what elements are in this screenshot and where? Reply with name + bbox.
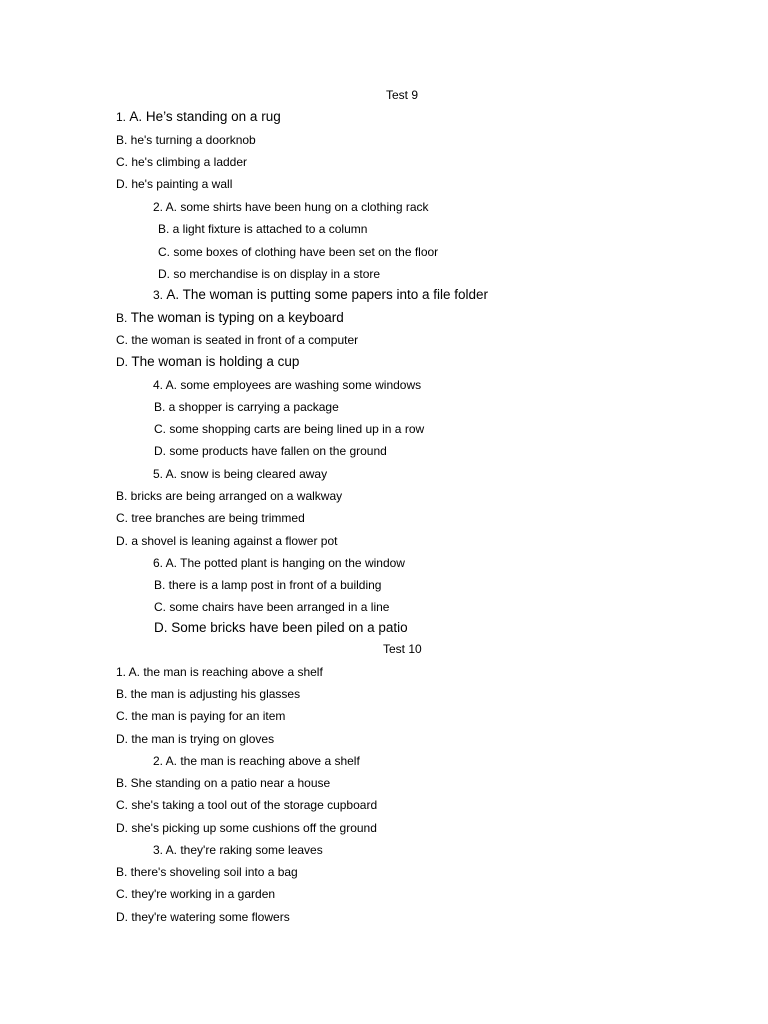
t9-q3-b-letter: B. xyxy=(116,311,128,325)
t10-q2-option-a: 2. A. the man is reaching above a shelf xyxy=(153,754,360,768)
t9-q3-option-d xyxy=(116,354,299,370)
t9-q3-option-c: C. the woman is seated in front of a computer xyxy=(116,333,359,347)
t9-q3-d-letter: D. xyxy=(116,355,128,369)
t10-q1-option-d: D. the man is trying on gloves xyxy=(116,732,275,746)
t9-q2-option-d: D. so merchandise is on display in a store xyxy=(158,267,381,281)
t9-q2-option-c: C. some boxes of clothing have been set on the floor xyxy=(158,245,439,259)
t9-q6-option-c: C. some chairs have been arranged in a line xyxy=(154,600,390,614)
t9-q3-b-text: The woman is typing on a keyboard xyxy=(130,310,344,325)
t9-q5-option-a: 5. A. snow is being cleared away xyxy=(153,467,328,481)
t10-q2-option-d: D. she's picking up some cushions off the ground xyxy=(116,821,377,835)
t9-q3-a-text: A. The woman is putting some papers into a file folder xyxy=(166,287,489,302)
t9-q3-option-a xyxy=(153,287,488,303)
t9-q6-option-b: B. there is a lamp post in front of a building xyxy=(154,578,382,592)
t9-q1-number: 1. xyxy=(116,110,127,124)
t9-q5-option-b: B. bricks are being arranged on a walkway xyxy=(116,489,343,503)
t10-q3-option-b: B. there's shoveling soil into a bag xyxy=(116,865,298,879)
t9-q1-option-c: C. he's climbing a ladder xyxy=(116,155,248,169)
t9-q4-option-b: B. a shopper is carrying a package xyxy=(154,400,339,414)
t9-q3-d-text: The woman is holding a cup xyxy=(131,354,300,369)
t9-q2-option-a: 2. A. some shirts have been hung on a clothing rack xyxy=(153,200,429,214)
t9-q3-option-b xyxy=(116,310,344,326)
t9-q3-number: 3. xyxy=(153,288,164,302)
t9-q1-option-a xyxy=(116,109,281,125)
t9-q5-option-d: D. a shovel is leaning against a flower pot xyxy=(116,534,338,548)
t10-q1-option-a: 1. A. the man is reaching above a shelf xyxy=(116,665,323,679)
t9-q4-option-c: C. some shopping carts are being lined up in a row xyxy=(154,422,425,436)
t10-q3-option-c: C. they're working in a garden xyxy=(116,887,276,901)
t9-q4-option-a: 4. A. some employees are washing some windows xyxy=(153,378,422,392)
test9-title: Test 9 xyxy=(386,88,419,102)
test10-title: Test 10 xyxy=(383,642,422,656)
t9-q1-a-text: A. He’s standing on a rug xyxy=(129,109,281,124)
t9-q2-option-b: B. a light fixture is attached to a column xyxy=(158,222,368,236)
t10-q1-option-b: B. the man is adjusting his glasses xyxy=(116,687,301,701)
t9-q1-option-d: D. he's painting a wall xyxy=(116,177,233,191)
t9-q1-option-b: B. he's turning a doorknob xyxy=(116,133,256,147)
t9-q5-option-c: C. tree branches are being trimmed xyxy=(116,511,305,525)
t9-q6-option-d: D. Some bricks have been piled on a patio xyxy=(154,620,408,635)
t10-q2-option-b: B. She standing on a patio near a house xyxy=(116,776,331,790)
t10-q2-option-c: C. she's taking a tool out of the storage cupboard xyxy=(116,798,378,812)
t9-q6-option-a: 6. A. The potted plant is hanging on the window xyxy=(153,556,405,570)
t10-q1-option-c: C. the man is paying for an item xyxy=(116,709,286,723)
t10-q3-option-d: D. they're watering some flowers xyxy=(116,910,290,924)
t9-q4-option-d: D. some products have fallen on the ground xyxy=(154,444,387,458)
t10-q3-option-a: 3. A. they're raking some leaves xyxy=(153,843,323,857)
